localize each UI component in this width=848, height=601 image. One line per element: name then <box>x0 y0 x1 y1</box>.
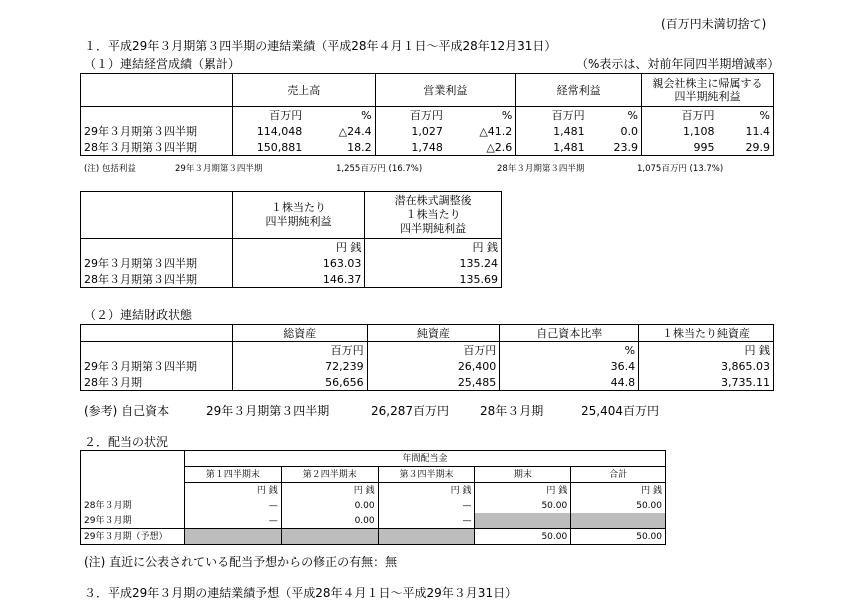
row-label: 28年３月期 <box>81 498 185 513</box>
table-row <box>81 123 774 139</box>
row-label: 29年３月期第３四半期 <box>81 123 233 139</box>
value-cell: 50.00 <box>475 498 571 513</box>
value-cell: 1,108 <box>642 123 718 139</box>
unit-note: (百万円未満切捨て) <box>661 17 767 31</box>
shaded-cell <box>571 513 666 529</box>
value-cell: 1,027 <box>375 123 446 139</box>
unit-cell: 円 銭 <box>281 483 378 499</box>
row-label: 29年３月期（予想） <box>81 529 185 545</box>
unit-cell: % <box>500 342 639 359</box>
row-label: 28年３月期第３四半期 <box>81 139 233 156</box>
dividends-table <box>80 450 666 545</box>
value-cell: 0.0 <box>588 123 642 139</box>
reference-p1-label: 29年３月期第３四半期 <box>206 404 330 418</box>
unit-cell: 百万円 <box>232 107 305 124</box>
value-cell: 114,048 <box>232 123 305 139</box>
table-row <box>81 498 666 513</box>
value-cell: 50.00 <box>475 529 571 545</box>
row-label: 28年３月期第３四半期 <box>81 271 233 288</box>
unit-cell: % <box>305 107 375 124</box>
reference-label: (参考) 自己資本 <box>84 404 170 418</box>
value-cell: 0.00 <box>281 498 378 513</box>
unit-cell: 円 銭 <box>184 483 281 499</box>
unit-cell: 百万円 <box>375 107 446 124</box>
value-cell: 163.03 <box>232 255 365 271</box>
value-cell: 36.4 <box>500 358 639 374</box>
reference-p2-label: 28年３月期 <box>480 404 544 418</box>
dividends-header-q3: 第３四半期末 <box>378 467 475 483</box>
unit-cell: 円 銭 <box>571 483 666 499</box>
value-cell: 3,865.03 <box>639 358 774 374</box>
table-row <box>81 529 666 545</box>
dividends-header-blank <box>81 467 185 483</box>
dividends-group-header: 年間配当金 <box>184 451 665 467</box>
table-row <box>81 513 666 529</box>
dividends-header-blank <box>81 451 185 467</box>
sub2-title: （２）連結財政状態 <box>84 308 193 322</box>
eps-table <box>80 191 502 288</box>
section1-title: １．平成29年３月期第３四半期の連結業績（平成28年４月１日～平成28年12月31日） <box>84 39 557 53</box>
row-label: 29年３月期第３四半期 <box>81 255 233 271</box>
comprehensive-p1-value: 1,255百万円 (16.7%) <box>336 164 423 174</box>
comprehensive-p2-value: 1,075百万円 (13.7%) <box>637 164 724 174</box>
row-label: 29年３月期 <box>81 513 185 529</box>
table-row <box>81 255 502 271</box>
value-cell: 50.00 <box>571 498 666 513</box>
comprehensive-p2-label: 28年３月期第３四半期 <box>497 164 585 174</box>
value-cell: △24.4 <box>305 123 375 139</box>
results-header-operating: 営業利益 <box>375 74 516 107</box>
section2-title: ２．配当の状況 <box>84 435 169 449</box>
value-cell: — <box>378 498 475 513</box>
dividends-unit-blank <box>81 483 185 499</box>
financial-header-netassets: 純資産 <box>367 325 500 342</box>
value-cell: 50.00 <box>571 529 666 545</box>
table-row <box>81 358 774 374</box>
comprehensive-label: (注) 包括利益 <box>84 164 136 174</box>
reference-p1-value: 26,287百万円 <box>371 404 449 418</box>
comprehensive-p1-label: 29年３月期第３四半期 <box>175 164 263 174</box>
financial-header-blank <box>81 325 233 342</box>
value-cell: 150,881 <box>232 139 305 156</box>
section3-title: ３．平成29年３月期の連結業績予想（平成28年４月１日～平成29年３月31日） <box>84 586 518 600</box>
value-cell: 56,656 <box>232 374 367 391</box>
sub1-note: （%表示は、対前年同四半期増減率） <box>576 57 780 71</box>
value-cell: 3,735.11 <box>639 374 774 391</box>
value-cell: △41.2 <box>446 123 516 139</box>
sub1-title: （１）連結経営成績（累計） <box>84 57 241 71</box>
value-cell: — <box>184 498 281 513</box>
unit-cell: 円 銭 <box>365 239 502 256</box>
eps-unit-blank <box>81 239 233 256</box>
value-cell: △2.6 <box>446 139 516 156</box>
table-row <box>81 374 774 391</box>
value-cell: — <box>378 513 475 529</box>
results-header-blank <box>81 74 233 107</box>
table-row <box>81 271 502 288</box>
value-cell: 1,481 <box>516 139 588 156</box>
unit-cell: % <box>446 107 516 124</box>
dividends-header-q1: 第１四半期末 <box>184 467 281 483</box>
results-header-ordinary: 経常利益 <box>516 74 642 107</box>
value-cell: 72,239 <box>232 358 367 374</box>
eps-header-blank <box>81 192 233 239</box>
financial-header-assets: 総資産 <box>232 325 367 342</box>
financial-header-equity-ratio: 自己資本比率 <box>500 325 639 342</box>
unit-cell: 百万円 <box>232 342 367 359</box>
value-cell: 18.2 <box>305 139 375 156</box>
value-cell: 1,748 <box>375 139 446 156</box>
value-cell: 995 <box>642 139 718 156</box>
row-label: 28年３月期 <box>81 374 233 391</box>
value-cell: 25,485 <box>367 374 500 391</box>
value-cell: 44.8 <box>500 374 639 391</box>
unit-cell: 円 銭 <box>378 483 475 499</box>
table-row <box>81 139 774 156</box>
unit-cell: 百万円 <box>642 107 718 124</box>
eps-header-diluted: 潜在株式調整後 １株当たり 四半期純利益 <box>365 192 502 239</box>
value-cell: 29.9 <box>717 139 773 156</box>
unit-cell: 円 銭 <box>475 483 571 499</box>
value-cell: 23.9 <box>588 139 642 156</box>
eps-header-basic: １株当たり 四半期純利益 <box>232 192 365 239</box>
dividends-header-total: 合計 <box>571 467 666 483</box>
shaded-cell <box>475 513 571 529</box>
value-cell: 26,400 <box>367 358 500 374</box>
value-cell: 1,481 <box>516 123 588 139</box>
financial-unit-blank <box>81 342 233 359</box>
value-cell: 135.69 <box>365 271 502 288</box>
value-cell: — <box>184 513 281 529</box>
unit-cell: % <box>588 107 642 124</box>
value-cell: 11.4 <box>717 123 773 139</box>
shaded-cell <box>184 529 281 545</box>
value-cell: 135.24 <box>365 255 502 271</box>
results-unit-blank <box>81 107 233 124</box>
reference-p2-value: 25,404百万円 <box>581 404 659 418</box>
value-cell: 0.00 <box>281 513 378 529</box>
shaded-cell <box>378 529 475 545</box>
results-header-sales: 売上高 <box>232 74 375 107</box>
unit-cell: % <box>717 107 773 124</box>
unit-cell: 円 銭 <box>232 239 365 256</box>
unit-cell: 百万円 <box>367 342 500 359</box>
dividend-note: (注) 直近に公表されている配当予想からの修正の有無：無 <box>84 555 398 569</box>
dividends-header-yearend: 期末 <box>475 467 571 483</box>
results-header-netincome: 親会社株主に帰属する 四半期純利益 <box>642 74 774 107</box>
shaded-cell <box>281 529 378 545</box>
financial-header-bps: １株当たり純資産 <box>639 325 774 342</box>
financial-table <box>80 324 774 391</box>
unit-cell: 百万円 <box>516 107 588 124</box>
row-label: 29年３月期第３四半期 <box>81 358 233 374</box>
unit-cell: 円 銭 <box>639 342 774 359</box>
value-cell: 146.37 <box>232 271 365 288</box>
dividends-header-q2: 第２四半期末 <box>281 467 378 483</box>
results-table <box>80 73 774 156</box>
